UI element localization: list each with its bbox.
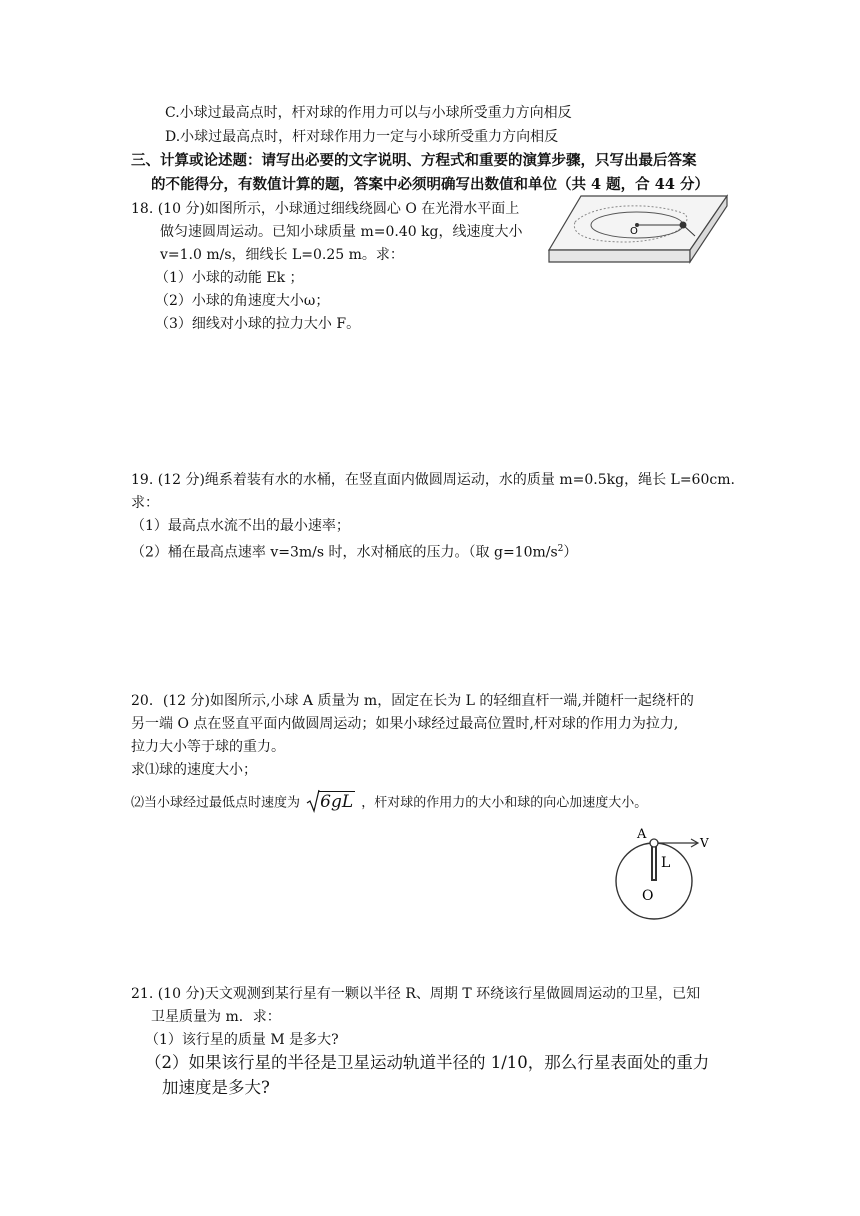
q18-part-2: （2）小球的角速度大小ω；	[155, 293, 330, 309]
q19-part-1: （1）最高点水流不出的最小速率；	[131, 518, 350, 534]
q20-figure	[605, 822, 715, 932]
q18-figure-label-o: O	[630, 226, 638, 237]
option-d: D.小球过最高点时，杆对球作用力一定与小球所受重力方向相反	[165, 129, 559, 145]
section-3-heading: 三、计算或论述题：请写出必要的文字说明、方程式和重要的演算步骤，只写出最后答案	[131, 152, 697, 169]
q19-line-1: 19. (12 分)绳系着装有水的水桶，在竖直面内做圆周运动，水的质量 m=0.5kg，绳长 L=60cm.	[131, 472, 735, 488]
q21-part-2: （2）如果该行星的半径是卫星运动轨道半径的 1/10，那么行星表面处的重力	[145, 1053, 710, 1072]
section-3-heading-cont: 的不能得分，有数值计算的题，答案中必须明确写出数值和单位（共 4 题，合 44 分）	[151, 176, 709, 193]
q20-part-2: ⑵当小球经过最低点时速度为 6gL ，杆对球的作用力的大小和球的向心加速度大小。	[131, 792, 647, 814]
q19-line-2: 求：	[131, 495, 159, 511]
q20-part-1: 求⑴球的速度大小；	[131, 762, 257, 778]
q19-part-2: （2）桶在最高点速率 v=3m/s 时，水对桶底的压力。（取 $g=10m/s^2$）	[131, 544, 578, 561]
q21-part-2-cont: 加速度是多大?	[162, 1078, 270, 1097]
option-c: C.小球过最高点时，杆对球的作用力可以与小球所受重力方向相反	[165, 105, 572, 121]
sqrt-sign-icon	[306, 789, 320, 813]
q20-figure-label-a: A	[637, 827, 647, 842]
q21-part-1: （1）该行星的质量 M 是多大?	[145, 1032, 339, 1048]
q18-part-1: （1）小球的动能 Ek ；	[155, 270, 304, 286]
q21-line-1: 21. (10 分)天文观测到某行星有一颗以半径 R、周期 T 环绕该行星做圆周运动的卫星，已知	[131, 986, 701, 1002]
q20-figure-label-v: V	[700, 836, 709, 850]
q20-line-3: 拉力大小等于球的重力。	[131, 739, 285, 755]
q18-line-1: 18. (10 分)如图所示，小球通过细线绕圆心 O 在光滑水平面上	[131, 201, 520, 217]
q21-line-2: 卫星质量为 m．求：	[151, 1009, 281, 1025]
q18-line-3: v=1.0 m/s，细线长 L=0.25 m。求：	[160, 247, 404, 263]
q18-line-2: 做匀速圆周运动。已知小球质量 m=0.40 kg，线速度大小	[160, 224, 523, 240]
q18-part-3: （3）细线对小球的拉力大小 F。	[155, 316, 361, 332]
q20-figure-label-l: L	[661, 855, 671, 871]
q20-line-1: 20．(12 分)如图所示,小球 A 质量为 m，固定在长为 L 的轻细直杆一端,并随杆一起绕杆的	[131, 693, 694, 709]
q18-figure	[545, 192, 730, 270]
q20-line-2: 另一端 O 点在竖直平面内做圆周运动；如果小球经过最高位置时,杆对球的作用力为拉力,	[131, 716, 679, 732]
q20-figure-label-o: O	[642, 888, 654, 904]
sqrt-expression: 6gL	[306, 792, 355, 814]
